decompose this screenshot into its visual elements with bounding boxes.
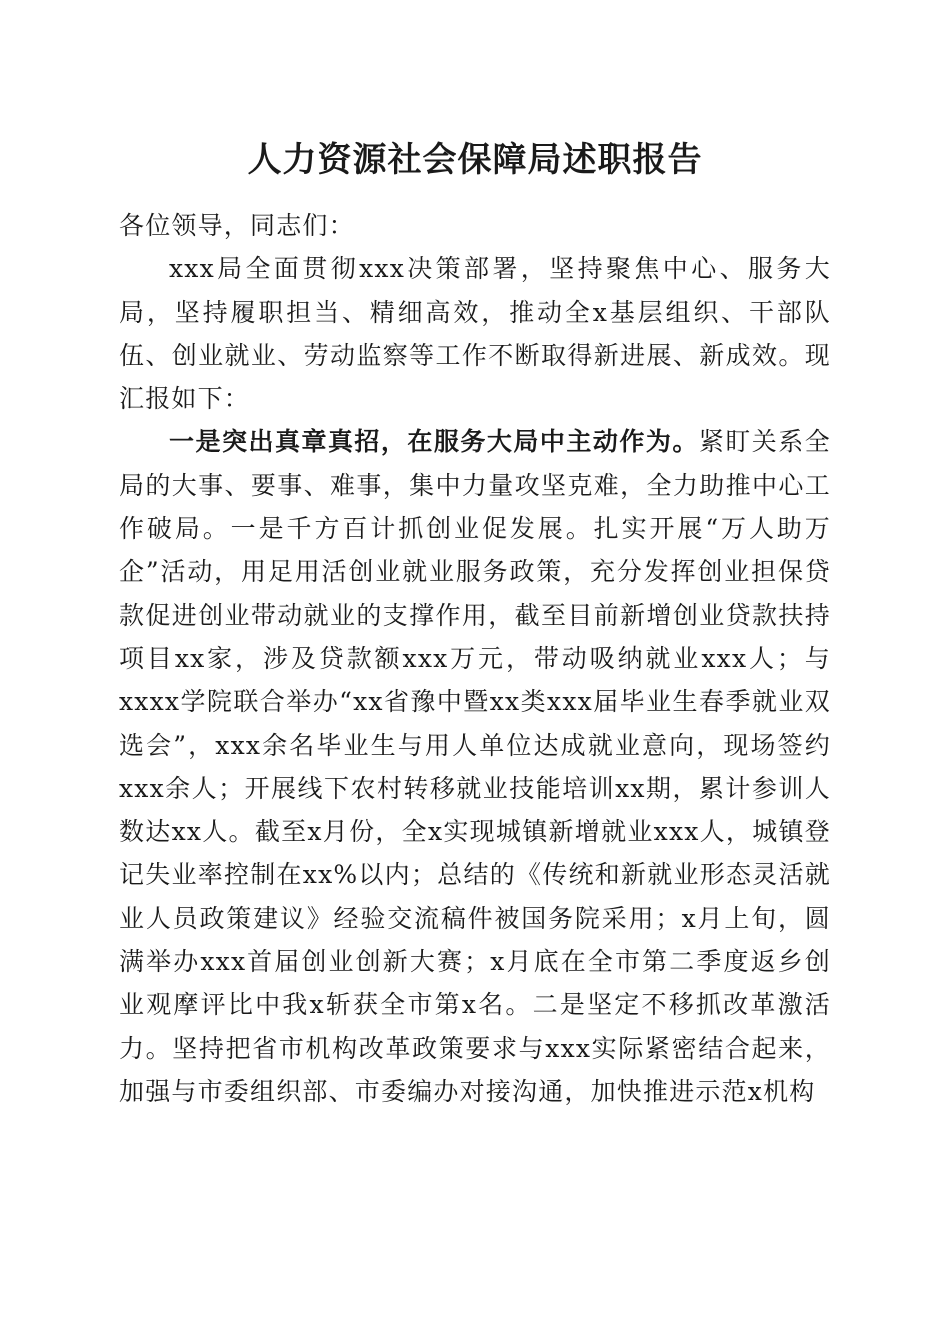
salutation: 各位领导，同志们： [119, 211, 355, 240]
paragraph-text: 紧盯关系全局的大事、要事、难事，集中力量攻坚克难，全力助推中心工作破局。一是千方百计抓创业促发展。扎实开展“万人助万企”活动，用足用活创业就业服务政策，充分发挥创业担保贷款促进创业带动就业的支撑作用，截至目前新增创业贷款扶持项目xx家，涉及贷款额xxx万元，带动吸纳就业xxx人；与xxxx学院联合举办“xx省豫中暨xx类xxx届毕业生春季就业双选会”，xxx余名毕业生与用人单位达成就业意向，现场签约xxx余人；开展线下农村转移就业技能培训xx期，累计参训人数达xx人。截至x月份，全x实现城镇新增就业xxx人，城镇登记失业率控制在xx%以内；总结的《传统和新就业形态灵活就业人员政策建议》经验交流稿件被国务院采用；x月上旬，圆满举办xxx首届创业创新大赛；x月底在全市第二季度返乡创业观摩评比中我x斩获全市第x名。二是坚定不移抓改革激活力。坚持把省市机构改革政策要求与xxx实际紧密结合起来，加强与市委组织部、市委编办对接沟通，加快推进示范x机构 [119, 427, 831, 1106]
paragraph-text: xxx局全面贯彻xxx决策部署，坚持聚焦中心、服务大局，坚持履职担当、精细高效，推动全x基层组织、干部队伍、创业就业、劳动监察等工作不断取得新进展、新成效。现汇报如下： [119, 254, 831, 414]
document-body [119, 204, 831, 1113]
page-title: 人力资源社会保障局述职报告 [247, 140, 703, 180]
paragraph-intro [119, 247, 831, 420]
paragraph-section-one [119, 420, 831, 1113]
paragraph-lead-heading: 一是突出真章真招，在服务大局中主动作为。 [169, 427, 699, 457]
